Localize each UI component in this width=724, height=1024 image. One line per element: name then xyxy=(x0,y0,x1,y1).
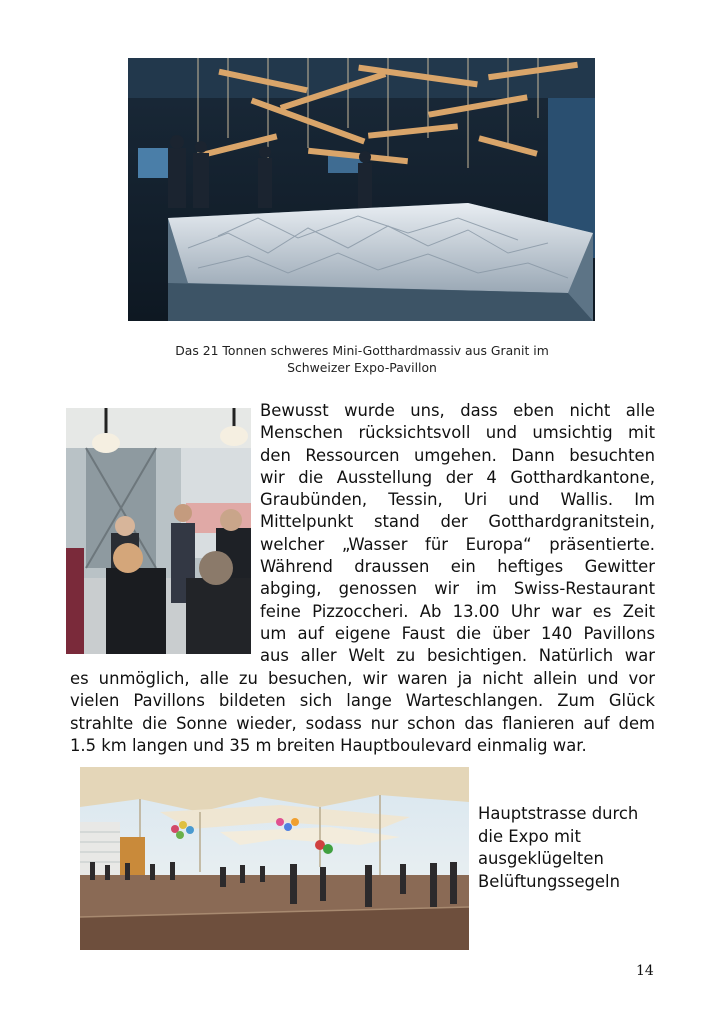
text-line: Menschen rücksichtsvoll und umsichtig mit xyxy=(260,423,655,443)
photo-caption-bottom xyxy=(478,803,658,893)
text-line: feine Pizzoccheri. Ab 13.00 Uhr war es Zeit xyxy=(260,601,655,621)
page-number: 14 xyxy=(636,963,654,979)
photo-caption-top xyxy=(120,342,604,376)
text-line: Während draussen ein heftiges Gewitter xyxy=(260,557,655,577)
text-line: vielen Pavillons bildeten sich lange Warteschlangen. Zum Glück xyxy=(70,691,655,711)
caption-line: Schweizer Expo-Pavillon xyxy=(287,360,437,375)
caption-line: Hauptstrasse durch xyxy=(478,804,639,823)
text-line: welcher „Wasser für Europa“ präsentierte. xyxy=(260,534,655,554)
caption-line: die Expo mit xyxy=(478,826,581,846)
text-line: es unmöglich, alle zu besuchen, wir waren ja nicht allein und vor xyxy=(70,669,655,688)
text-line: Bewusst wurde uns, dass eben nicht alle xyxy=(260,401,655,420)
text-line: um auf eigene Faust die über 140 Pavillons xyxy=(260,623,655,643)
caption-line: Belüftungssegeln xyxy=(478,871,620,891)
gotthard-model-photo xyxy=(128,58,595,321)
visitors-photo xyxy=(66,408,251,654)
text-line: strahlte die Sonne wieder, sodass nur schon das flanieren auf dem xyxy=(70,713,655,733)
text-line: den Ressourcen umgehen. Dann besuchten xyxy=(260,445,655,465)
text-line: 1.5 km langen und 35 m breiten Hauptboulevard einmalig war. xyxy=(70,735,587,755)
text-line: abging, genossen wir im Swiss-Restaurant xyxy=(260,579,655,599)
caption-line: ausgeklügelten xyxy=(478,849,604,868)
text-line: Graubünden, Tessin, Uri und Wallis. Im xyxy=(260,490,655,510)
text-line: aus aller Welt zu besichtigen. Natürlich war xyxy=(260,646,655,666)
body-paragraph-full xyxy=(70,668,655,757)
body-paragraph-side xyxy=(260,400,655,668)
caption-line: Das 21 Tonnen schweres Mini-Gotthardmassiv aus Granit im xyxy=(175,343,549,358)
text-line: Mittelpunkt stand der Gotthardgranitstein, xyxy=(260,512,655,532)
text-line: wir die Ausstellung der 4 Gotthardkantone, xyxy=(260,467,655,487)
boulevard-photo xyxy=(80,767,469,950)
